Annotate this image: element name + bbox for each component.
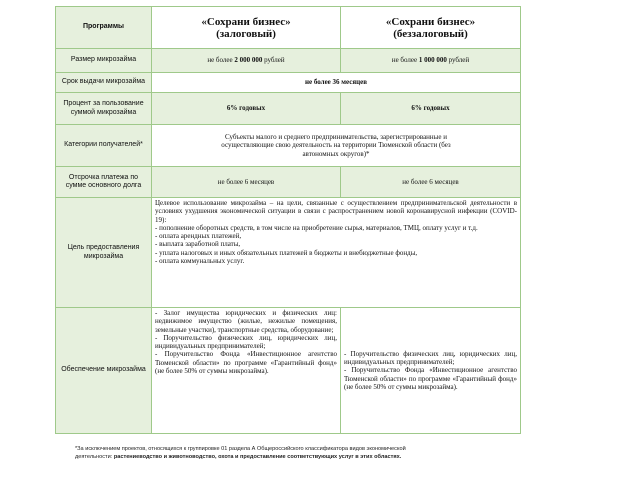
row-security xyxy=(56,308,521,434)
interest-rate-collateral: 6% годовых xyxy=(152,93,341,125)
header-program-collateral-title: «Сохрани бизнес» xyxy=(201,15,291,28)
row-loan-term xyxy=(56,73,521,93)
footnote-line-2-bold: растениеводство и животноводство, охота и предоставление соответствующих услуг в этих областях. xyxy=(113,453,402,460)
security-noncollateral-item-surety: - Поручительство физических лиц, юридических лиц, индивидуальных предпринимателей; xyxy=(344,349,517,367)
purpose-item-taxes: - уплата налоговых и иных обязательных платежей в бюджеты и внебюджетные фонды, xyxy=(155,248,418,257)
recipients-line-1: Субъекты малого и среднего предпринимательства, зарегистрированные и xyxy=(225,133,447,142)
footnote xyxy=(75,446,555,461)
row-interest-rate-label: Процент за пользование суммой микрозайма xyxy=(56,93,152,125)
programs-table xyxy=(55,6,521,434)
purpose-intro: Целевое использование микрозайма – на цели, связанные с осуществлением предпринимательской деятельности в условиях ухудшения экономической ситуации в связи с распространением новой коронавирусной инфекции (COVID-19): xyxy=(155,199,517,224)
footnote-line-2 xyxy=(75,454,555,462)
interest-rate-noncollateral: 6% годовых xyxy=(341,93,521,125)
header-program-noncollateral-subtitle: (беззалоговый) xyxy=(393,27,468,40)
deferral-noncollateral: не более 6 месяцев xyxy=(341,167,521,198)
header-program-noncollateral xyxy=(341,7,521,49)
header-program-collateral xyxy=(152,7,341,49)
security-collateral-item-pledge: - Залог имущества юридических и физических лиц: недвижимое имущество (жилые, нежилые помещения, земельные участки), транспортные средства, оборудование; xyxy=(155,309,337,334)
row-loan-size xyxy=(56,49,521,73)
row-security-label: Обеспечение микрозайма xyxy=(56,308,152,434)
row-recipients-label: Категории получателей* xyxy=(56,125,152,167)
loan-size-collateral-unit: рублей xyxy=(262,56,285,65)
loan-size-noncollateral-prefix: не более xyxy=(391,56,419,65)
footnote-line-2-prefix: деятельности: xyxy=(75,453,114,460)
recipients-value xyxy=(152,125,521,167)
loan-term-value: не более 36 месяцев xyxy=(152,73,521,93)
row-purpose xyxy=(56,198,521,308)
security-noncollateral xyxy=(341,308,521,434)
security-collateral xyxy=(152,308,341,434)
table-header-row xyxy=(56,7,521,49)
purpose-value xyxy=(152,198,521,308)
recipients-line-2: осуществляющие свою деятельность на территории Тюменской области (без xyxy=(221,141,451,150)
header-program-noncollateral-title: «Сохрани бизнес» xyxy=(385,15,476,28)
header-programs-label: Программы xyxy=(56,7,152,49)
loan-size-collateral-amount: 2 000 000 xyxy=(234,56,263,65)
row-deferral-label: Отсрочка платежа по сумме основного долга xyxy=(56,167,152,198)
purpose-item-utilities: - оплата коммунальных услуг. xyxy=(155,257,245,266)
deferral-collateral: не более 6 месяцев xyxy=(152,167,341,198)
purpose-item-salary: - выплата заработной платы, xyxy=(155,240,241,249)
row-interest-rate xyxy=(56,93,521,125)
security-collateral-item-fund: - Поручительство Фонда «Инвестиционное агентство Тюменской области» по программе «Гарантийный фонд» (не более 50% от суммы микрозайма). xyxy=(155,350,337,376)
row-loan-size-label: Размер микрозайма xyxy=(56,49,152,73)
header-program-collateral-subtitle: (залоговый) xyxy=(216,27,276,40)
loan-size-noncollateral-amount: 1 000 000 xyxy=(418,56,447,65)
row-recipients xyxy=(56,125,521,167)
security-noncollateral-item-fund: - Поручительство Фонда «Инвестиционное агентство Тюменской области» по программе «Гарантийный фонд» (не более 50% от суммы микрозайма). xyxy=(344,366,517,391)
purpose-item-working-capital: - пополнение оборотных средств, в том числе на приобретение сырья, материалов, ТМЦ, оплату услуг и т.д. xyxy=(155,223,478,232)
recipients-line-3: автономных округов)* xyxy=(302,149,370,158)
purpose-item-rent: - оплата арендных платежей, xyxy=(155,232,242,241)
row-deferral xyxy=(56,167,521,198)
footnote-line-1: *За исключением проектов, относящихся к группировке 01 раздела А Общероссийского классификатора видов экономической xyxy=(75,446,406,452)
row-loan-term-label: Срок выдачи микрозайма xyxy=(56,73,152,93)
loan-size-collateral-prefix: не более xyxy=(207,56,235,65)
loan-size-noncollateral-unit: рублей xyxy=(446,56,470,65)
programs-table-wrapper xyxy=(55,6,520,434)
loan-size-collateral xyxy=(152,49,341,73)
loan-size-noncollateral xyxy=(341,49,521,73)
security-collateral-item-surety: - Поручительство физических лиц, юридических лиц, индивидуальных предпринимателей; xyxy=(155,333,337,351)
row-purpose-label: Цель предоставления микрозайма xyxy=(56,198,152,308)
